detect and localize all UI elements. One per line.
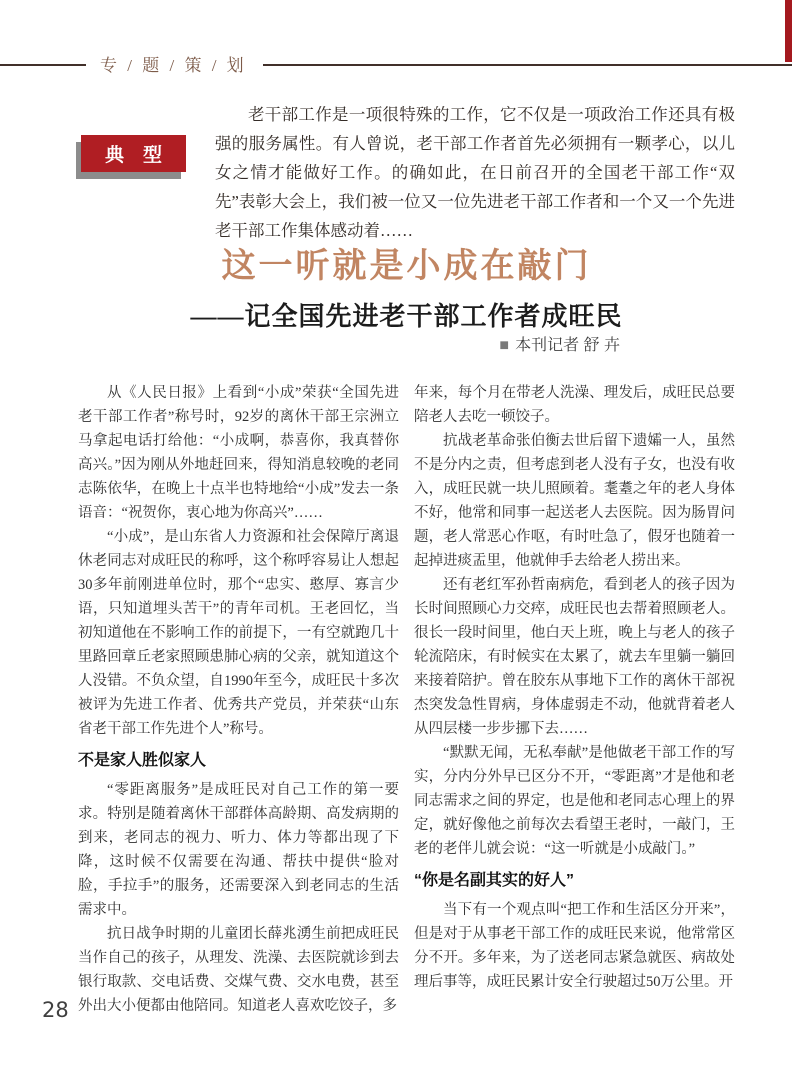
title-block <box>78 238 735 333</box>
body-paragraph: 从《人民日报》上看到“小成”荣获“全国先进老干部工作者”称号时，92岁的离休干部王宗洲立马拿起电话打给他：“小成啊，恭喜你，我真替你高兴。”因为刚从外地赶回来，得知消息较晚的老同志陈依华，在晚上十点半也特地给“小成”发去一条语音：“祝贺你，衷心地为你高兴”…… <box>78 385 399 521</box>
header-rule-right <box>263 64 792 66</box>
typical-badge: 典 型 <box>81 135 186 172</box>
section-heading: 不是家人胜似家人 <box>78 752 207 769</box>
page-number: 28 <box>42 998 69 1022</box>
body-paragraph: 抗战老革命张伯衡去世后留下遗孀一人，虽然不是分内之责，但考虑到老人没有子女，也没有收入，成旺民就一块儿照顾着。耄耋之年的老人身体不好，他常和同事一起送老人去医院。因为肠胃问题，老人常恶心作呕，有时吐急了，假牙也随着一起掉进痰盂里，他就伸手去给老人捞出来。 <box>414 433 735 569</box>
body-paragraph: “零距离服务”是成旺民对自己工作的第一要求。特别是随着离休干部群体高龄期、高发病期的到来，老同志的视力、听力、体力等都出现了下降，这时候不仅需要在沟通、帮扶中提供“脸对脸，手拉手”的服务，还需要深入到老同志的生活需求中。 <box>78 782 399 918</box>
section-heading: “你是名副其实的好人” <box>414 872 575 889</box>
article-subtitle: ——记全国先进老干部工作者成旺民 <box>190 302 623 331</box>
body-column-left <box>78 381 399 1018</box>
byline-square-marker: ■ <box>499 337 510 354</box>
body-paragraph: “小成”，是山东省人力资源和社会保障厅离退休老同志对成旺民的称呼，这个称呼容易让人想起30多年前刚进单位时，那个“忠实、憨厚、寡言少语，只知道埋头苦干”的青年司机。王老回忆，当初知道他在不影响工作的前提下，一有空就跑几十里路回章丘老家照顾患肺心病的父亲，就知道这个人没错。不负众望，自1990年至今，成旺民十多次被评为先进工作者、优秀共产党员，并荣获“山东省老干部工作先进个人”称号。 <box>78 529 399 737</box>
section-header <box>0 52 792 77</box>
article-title: 这一听就是小成在敲门 <box>221 248 592 285</box>
body-paragraph: 还有老红军孙哲南病危，看到老人的孩子因为长时间照顾心力交瘁，成旺民也去帮着照顾老人。很长一段时间里，他白天上班，晚上与老人的孩子轮流陪床，有时候实在太累了，就去车里躺一躺回来接着陪护。曾在胶东从事地下工作的离休干部祝杰突发急性胃病，身体虚弱走不动，他就背着老人从四层楼一步步挪下去…… <box>414 577 735 737</box>
article-body <box>78 381 735 1018</box>
section-label: 专 / 题 / 策 / 划 <box>100 56 247 75</box>
header-rule-left <box>0 64 86 66</box>
body-paragraph: 年来，每个月在带老人洗澡、理发后，成旺民总要陪老人去吃一顿饺子。 <box>414 385 735 425</box>
body-paragraph: 抗日战争时期的儿童团长薛兆湧生前把成旺民当作自己的孩子，从理发、洗澡、去医院就诊到去银行取款、交电话费、交煤气费、交水电费，甚至外出大小便都由他陪同。知道老人喜欢吃饺子，多 <box>78 926 399 1014</box>
intro-paragraph: 老干部工作是一项很特殊的工作，它不仅是一项政治工作还具有极强的服务属性。有人曾说，老干部工作者首先必须拥有一颗孝心，以儿女之情才能做好工作。的确如此，在日前召开的全国老干部工作“双先”表彰大会上，我们被一位又一位先进老干部工作者和一个又一个先进老干部工作集体感动着…… <box>215 105 735 240</box>
body-column-right <box>414 381 735 1018</box>
body-paragraph: 当下有一个观点叫“把工作和生活区分开来”，但是对于从事老干部工作的成旺民来说，他常常区分不开。多年来，为了送老同志紧急就医、病故处理后事等，成旺民累计安全行驶超过50万公里。开 <box>414 902 735 990</box>
byline <box>499 332 620 355</box>
byline-text: 本刊记者 舒 卉 <box>515 337 620 354</box>
body-paragraph: “默默无闻，无私奉献”是他做老干部工作的写实，分内分外早已区分不开，“零距离”才是他和老同志需求之间的界定，也是他和老同志心理上的界定，就好像他之前每次去看望王老时，一敲门，王老的老伴儿就会说：“这一听就是小成敲门。” <box>414 745 735 857</box>
